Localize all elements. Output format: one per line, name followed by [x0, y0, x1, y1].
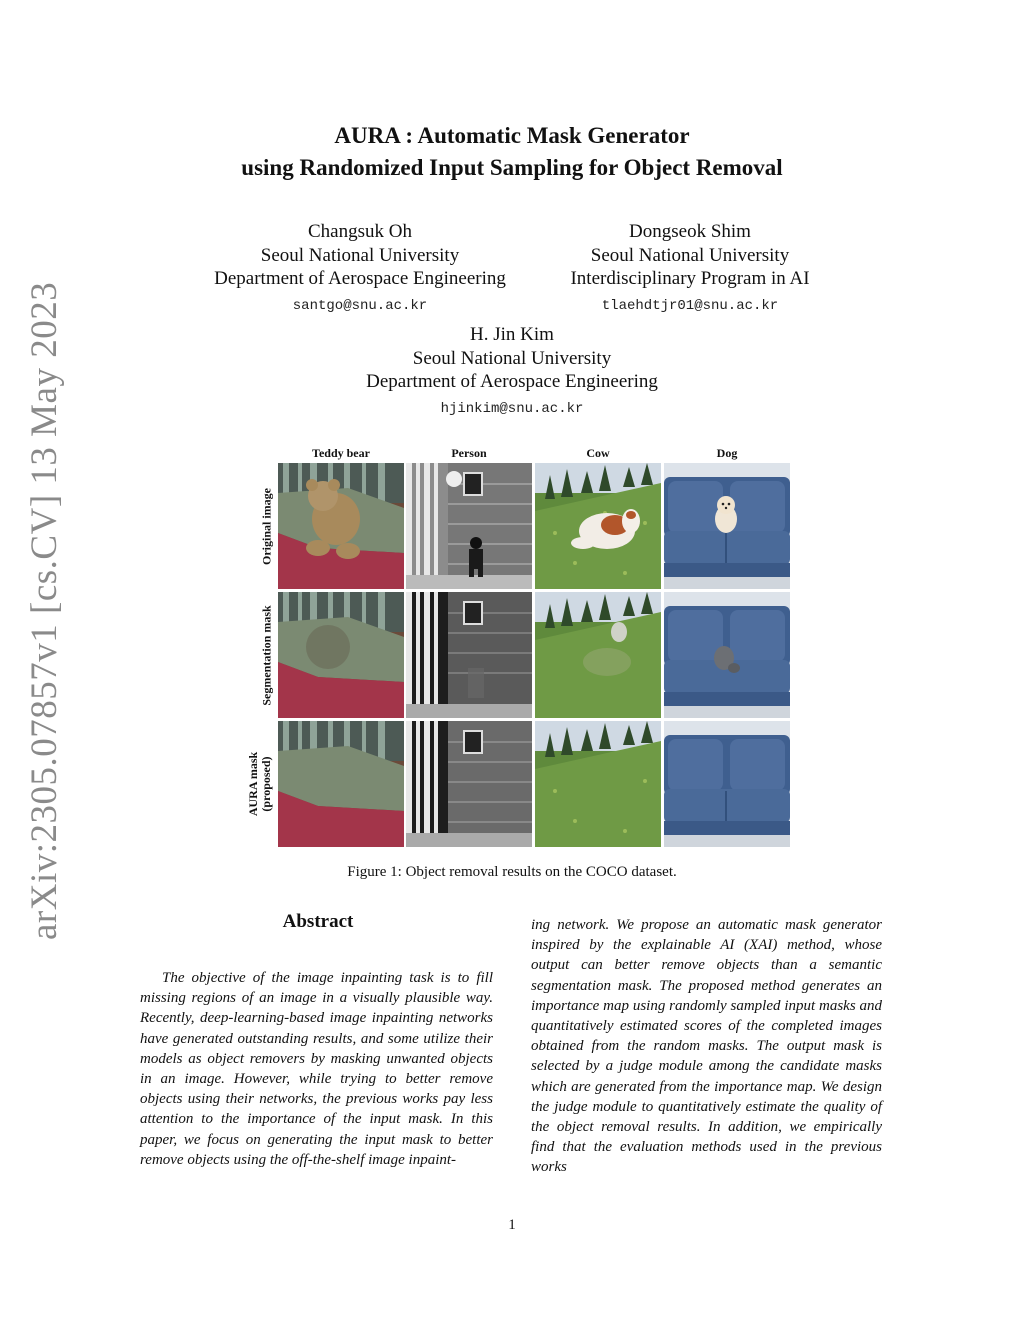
author-name: H. Jin Kim [470, 324, 554, 345]
image-teddy-original [278, 463, 404, 589]
column-header-dog: Dog [716, 446, 738, 460]
author-affiliation: Seoul National University [260, 244, 460, 266]
image-person-aura [406, 721, 532, 847]
image-teddy-aura [278, 721, 404, 847]
image-cow-aura [535, 721, 661, 847]
image-dog-original [664, 463, 790, 589]
row-label-aura [247, 719, 273, 849]
author-affiliation: Seoul National University [412, 347, 612, 369]
column-header-person: Person [451, 446, 487, 460]
page-number: 1 [508, 1217, 516, 1233]
abstract-text-right: ing network. We propose an automatic mask generator inspired by the explainable AI (XAI) method, whose output can better remove objects than a semantic segmentation mask. The proposed method generates an importance map using randomly sampled input masks and quantitatively estimated scores of the completed images obtained from the random masks. The output mask is selected by a judge module among the candidate masks which are generated from the importance map. We design the judge module to quantitatively estimate the quality of the object removal results. In addition, we empirically find that the evaluation methods used in the previous works [531, 917, 882, 1176]
row-label-aura-line2: (proposed) [259, 756, 273, 812]
author-block-3 [312, 323, 712, 421]
column-header-teddy-bear: Teddy bear [312, 446, 370, 460]
title-line-1: AURA : Automatic Mask Generator [334, 123, 690, 148]
image-cow-segmentation [535, 592, 661, 718]
arxiv-identifier: arXiv:2305.07857v1 [cs.CV] 13 May 2023 [24, 281, 65, 940]
image-person-original [406, 463, 532, 589]
image-cow-original [535, 463, 661, 589]
column-header-cow: Cow [586, 446, 610, 460]
author-name: Dongseok Shim [629, 221, 751, 242]
row-label-segmentation: Segmentation mask [259, 605, 274, 706]
abstract-text-left: The objective of the image inpainting task is to fill missing regions of an image in a visually plausible way. Recently, deep-learning-based image inpainting networks have generated outstanding results, and some utilize their models as object removers by masking unwanted objects in an image. However, while trying to better remove objects using their networks, the previous works pay less attention to the importance of the input mask. In this paper, we focus on generating the input mask to better remove objects using the off-the-shelf image inpaint- [140, 970, 493, 1168]
author-block-2 [545, 220, 835, 318]
author-block-1 [190, 220, 530, 318]
author-email[interactable]: tlaehdtjr01@snu.ac.kr [601, 297, 779, 314]
author-email[interactable]: hjinkim@snu.ac.kr [440, 400, 584, 417]
author-department: Department of Aerospace Engineering [214, 268, 506, 289]
figure-caption: Figure 1: Object removal results on the COCO dataset. [347, 864, 677, 880]
row-label-original: Original image [259, 488, 274, 565]
author-affiliation: Seoul National University [590, 244, 790, 266]
title-line-2: using Randomized Input Sampling for Object Removal [241, 155, 783, 180]
image-teddy-segmentation [278, 592, 404, 718]
paper-title [0, 120, 1024, 184]
image-person-segmentation [406, 592, 532, 718]
author-department: Department of Aerospace Engineering [366, 371, 658, 392]
abstract-heading: Abstract [282, 911, 354, 932]
author-name: Changsuk Oh [308, 221, 412, 242]
image-dog-segmentation [664, 592, 790, 718]
image-dog-aura [664, 721, 790, 847]
row-label-aura-line1: AURA mask [246, 751, 260, 817]
author-email[interactable]: santgo@snu.ac.kr [292, 297, 428, 314]
author-department: Interdisciplinary Program in AI [570, 268, 810, 289]
